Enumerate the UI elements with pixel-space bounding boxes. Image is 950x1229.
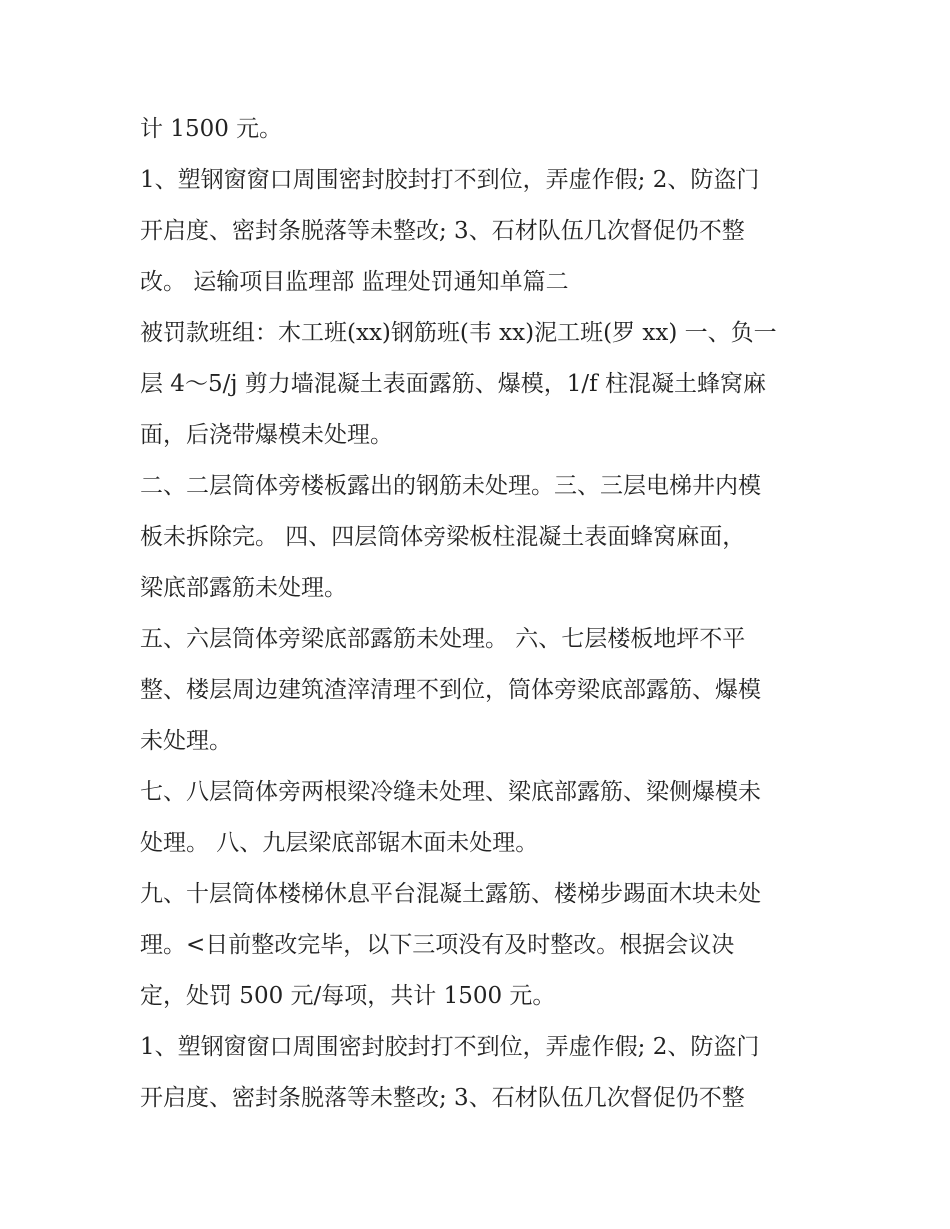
text-line: 开启度、密封条脱落等未整改; 3、石材队伍几次督促仍不整 xyxy=(140,218,745,244)
text-line: 1、塑钢窗窗口周围密封胶封打不到位，弄虚作假; 2、防盗门 xyxy=(140,1034,760,1060)
document-body xyxy=(140,104,830,1124)
text-line: 五、六层筒体旁梁底部露筋未处理。 六、七层楼板地坪不平 xyxy=(140,626,746,652)
text-line: 梁底部露筋未处理。 xyxy=(140,575,347,601)
text-line: 被罚款班组：木工班(xx)钢筋班(韦 xx)泥工班(罗 xx) 一、负一 xyxy=(140,320,777,346)
text-line: 开启度、密封条脱落等未整改; 3、石材队伍几次督促仍不整 xyxy=(140,1085,745,1111)
text-line: 层 4～5/j 剪力墙混凝土表面露筋、爆模，1/f 柱混凝土蜂窝麻 xyxy=(140,371,766,397)
text-line: 板未拆除完。 四、四层筒体旁梁板柱混凝土表面蜂窝麻面， xyxy=(140,524,746,550)
text-line: 七、八层筒体旁两根梁冷缝未处理、梁底部露筋、梁侧爆模未 xyxy=(140,779,761,805)
text-line: 计 1500 元。 xyxy=(140,116,283,142)
text-line: 九、十层筒体楼梯休息平台混凝土露筋、楼梯步踢面木块未处 xyxy=(140,881,761,907)
text-line: 面，后浇带爆模未处理。 xyxy=(140,422,393,448)
text-line: 理。<日前整改完毕，以下三项没有及时整改。根据会议决 xyxy=(140,932,735,958)
text-line: 未处理。 xyxy=(140,728,232,754)
text-line: 定，处罚 500 元/每项，共计 1500 元。 xyxy=(140,983,556,1009)
text-line: 改。 运输项目监理部 监理处罚通知单篇二 xyxy=(140,269,569,295)
text-line: 1、塑钢窗窗口周围密封胶封打不到位，弄虚作假; 2、防盗门 xyxy=(140,167,760,193)
text-line: 整、楼层周边建筑渣滓清理不到位，筒体旁梁底部露筋、爆模 xyxy=(140,677,761,703)
text-line: 二、二层筒体旁楼板露出的钢筋未处理。三、三层电梯井内模 xyxy=(140,473,761,499)
text-line: 处理。 八、九层梁底部锯木面未处理。 xyxy=(140,830,539,856)
